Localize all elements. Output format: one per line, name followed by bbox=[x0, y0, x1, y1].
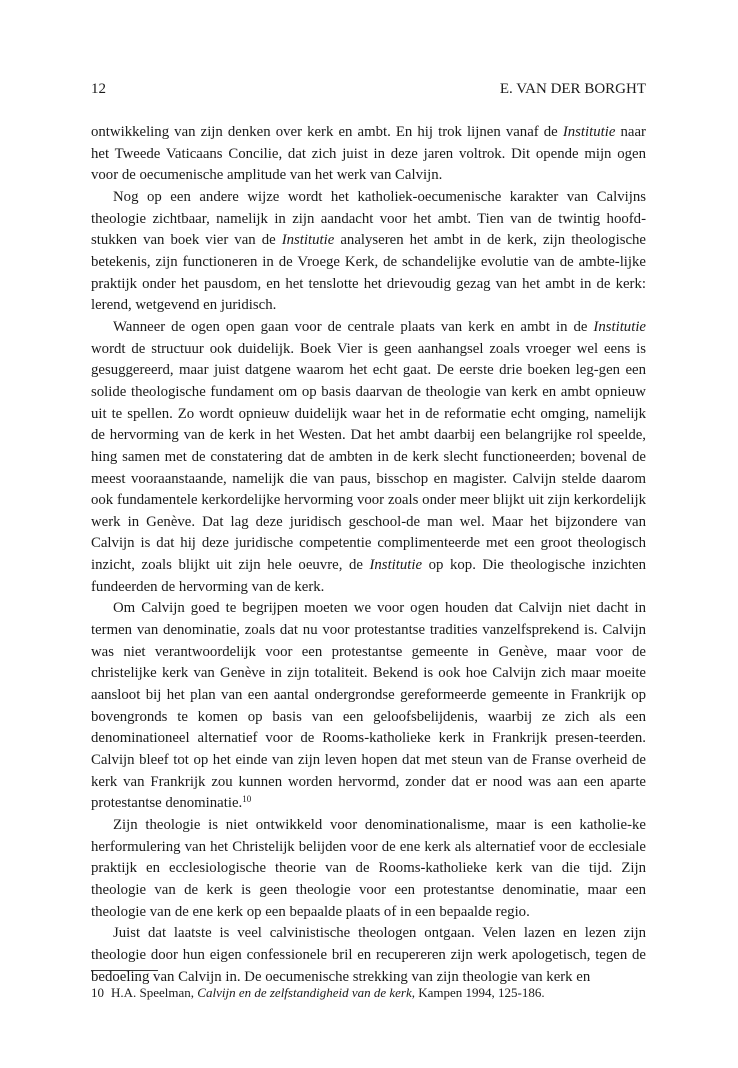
page-number: 12 bbox=[91, 81, 106, 97]
footnote-publication: Kampen 1994, 125-186. bbox=[415, 985, 545, 1000]
footnote-number: 10 bbox=[91, 985, 104, 1000]
footnote-author: H.A. Speelman, bbox=[111, 985, 198, 1000]
running-header bbox=[91, 80, 646, 98]
footnote-reference[interactable]: 10 bbox=[242, 794, 252, 805]
main-text bbox=[91, 122, 646, 988]
book-title-institutie: Institutie bbox=[562, 124, 616, 140]
footnote-divider bbox=[91, 970, 158, 971]
book-title-institutie: Institutie bbox=[369, 557, 423, 574]
book-title-institutie: Institutie bbox=[281, 232, 335, 249]
paragraph-5: Zijn theologie is niet ontwikkeld voor denominationalisme, maar is een katholie-ke herformulering van het Christelijk belijden voor de ene kerk als alternatief voor de ecclesiale praktijk en ecclesiologische theorie van de Rooms-katholieke kerk van die tijd. Zijn theologie van de kerk is geen theologie voor een protestantse denominatie, maar een theologie van de ene kerk op een bepaalde plaats of in een bepaalde regio. bbox=[91, 817, 646, 920]
running-head-author: E. VAN DER BORGHT bbox=[499, 81, 646, 97]
paragraph-3: Wanneer de ogen open gaan voor de centrale plaats van kerk en ambt in de Institutie wordt de structuur ook duidelijk. Boek Vier is geen aanhangsel zoals vroeger wel eens is gesuggereerd, maar juist datgene waarom het echt gaat. De eerste drie boeken leg-gen een solide theologische fundament om op basis daarvan de theologie van kerk en ambt opnieuw uit te spellen. Zo wordt opnieuw duidelijk waar het in de reformatie echt omging, namelijk de hervorming van de kerk in het Westen. Dat het ambt daarbij een belangrijke rol speelde, hing samen met de constatering dat de ambten in de kerk slecht functioneerden; bovenal de meest vooraanstaande, namelijk die van paus, bisschop en magister. Calvijn stelde daarom ook fundamentele kerkordelijke hervorming voor zoals onder meer blijkt uit zijn kerkordelijk werk in Genève. Dat lag deze juridisch geschool-de man wel. Maar het bijzondere van Calvijn is dat hij deze juridische competentie complimenteerde met een groot theologisch inzicht, zoals blijkt uit zijn hele oeuvre, de Institutie op kop. Die theologische inzichten fundeerden de hervorming van de kerk. bbox=[91, 318, 646, 595]
paragraph-2: Nog op een andere wijze wordt het katholiek-oecumenische karakter van Calvijns theologie zichtbaar, namelijk in zijn aandacht voor het ambt. Tien van de twintig hoofd-stukken van boek vier van de Institutie analyseren het ambt in de kerk, zijn theologische betekenis, zijn functioneren in de Vroege Kerk, de schandelijke evolutie van de ambte-lijke praktijk onder het pausdom, en het tenslotte het drievoudig gezag van het ambt in de kerk: lerend, wetgevend en juridisch. bbox=[91, 188, 646, 314]
paragraph-4: Om Calvijn goed te begrijpen moeten we voor ogen houden dat Calvijn niet dacht in termen van denominatie, zoals dat nu voor protestantse tradities vanzelfsprekend is. Calvijn was niet verantwoordelijk voor een protestantse gemeente in Genève, maar voor de christelijke kerk van Genève in zijn totaliteit. Bekend is ook hoe Calvijn zich maar moeite aansloot bij het plan van een aantal ondergrondse gereformeerde gemeente in Frankrijk op bovengronds te komen op basis van een geloofsbelijdenis, waarbij ze zich als een denominationeel alternatief voor de Rooms-katholieke kerk in Frankrijk presen-teerden. Calvijn bleef tot op het einde van zijn leven hopen dat met steun van de Franse overheid de kerk van Frankrijk zou kunnen worden hervormd, zonder dat er nood was aan een aparte protestantse denominatie.$^{10}$ bbox=[91, 600, 646, 812]
footnote bbox=[91, 984, 646, 1001]
paragraph-1: ontwikkeling van zijn denken over kerk en ambt. En hij trok lijnen vanaf de Institutie naar het Tweede Vaticaans Concilie, dat zich juist in deze jaren voltrok. Dit opende mijn ogen voor de oecumenische amplitude van het werk van Calvijn. bbox=[91, 124, 646, 184]
footnote-title: Calvijn en de zelfstandigheid van de kerk, bbox=[197, 985, 415, 1000]
paragraph-6: Juist dat laatste is veel calvinistische theologen ontgaan. Velen lazen en lezen zijn theologie door hun eigen confessionele bril en recupereren zijn werk apologetisch, tegen de bedoeling van Calvijn in. De oecumenische strekking van zijn theologie van kerk en bbox=[91, 925, 646, 985]
book-title-institutie: Institutie bbox=[593, 318, 646, 335]
